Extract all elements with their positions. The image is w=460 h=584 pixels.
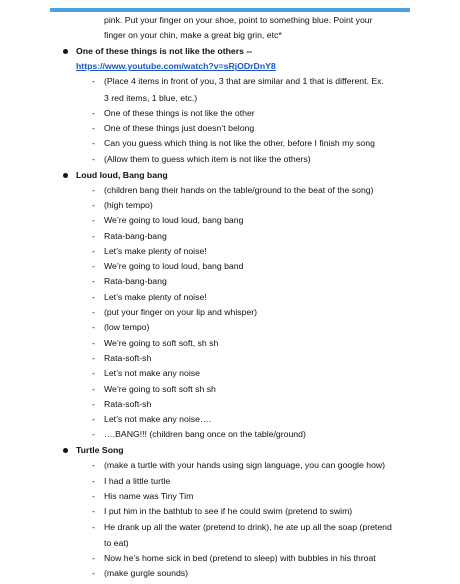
list-dash: -: [92, 368, 95, 379]
list-dash: -: [92, 123, 95, 134]
list-item-line: Let’s make plenty of noise!: [104, 291, 207, 302]
list-dash: -: [92, 199, 95, 210]
list-item-line: We’re going to loud loud, bang bang: [104, 215, 244, 226]
list-item-line: Rata-soft-sh: [104, 398, 152, 409]
list-dash: -: [92, 245, 95, 256]
list-item-line: 3 red items, 1 blue, etc.): [104, 92, 198, 103]
list-item-line: Let’s not make any noise….: [104, 414, 212, 425]
list-dash: -: [92, 322, 95, 333]
list-item-line: We’re going to loud loud, bang band: [104, 261, 244, 272]
list-item-line: Rata-bang-bang: [104, 276, 167, 287]
list-item-line: I put him in the bathtub to see if he could swim (pretend to swim): [104, 506, 353, 517]
list-dash: -: [92, 153, 95, 164]
list-dash: -: [92, 383, 95, 394]
list-item-line: We’re going to soft soft sh sh: [104, 383, 216, 394]
list-dash: -: [92, 475, 95, 486]
list-dash: -: [92, 76, 95, 87]
bullet-dot: [63, 448, 68, 453]
list-dash: -: [92, 291, 95, 302]
list-item-line: (make a turtle with your hands using sign language, you can google how): [104, 460, 386, 471]
list-dash: -: [92, 276, 95, 287]
list-item-line: I had a little turtle: [104, 475, 171, 486]
list-item-line: One of these things just doesn’t belong: [104, 123, 255, 134]
list-item-line: Now he’s home sick in bed (pretend to sleep) with bubbles in his throat: [104, 552, 376, 563]
list-dash: -: [92, 429, 95, 440]
bullet-dot: [63, 49, 68, 54]
list-item-line: Can you guess which thing is not like the other, before I finish my song: [104, 138, 375, 149]
list-dash: -: [92, 138, 95, 149]
list-item-line: We’re going to soft soft, sh sh: [104, 337, 219, 348]
list-dash: -: [92, 414, 95, 425]
list-dash: -: [92, 337, 95, 348]
list-item-line: (high tempo): [104, 199, 153, 210]
list-item-line: He drank up all the water (pretend to drink), he ate up all the soap (pretend: [104, 521, 392, 532]
intro-line: finger on your chin, make a great big grin, etc*: [104, 30, 282, 41]
section-title: One of these things is not like the others --: [76, 46, 253, 57]
list-item-line: His name was Tiny Tim: [104, 490, 194, 501]
top-accent-bar: [50, 8, 410, 12]
list-dash: -: [92, 490, 95, 501]
list-item-line: Let’s not make any noise: [104, 368, 200, 379]
list-dash: -: [92, 552, 95, 563]
list-item-line: (Allow them to guess which item is not like the others): [104, 153, 311, 164]
list-item-line: ….BANG!!! (children bang once on the table/ground): [104, 429, 306, 440]
list-dash: -: [92, 261, 95, 272]
list-item-line: (make gurgle sounds): [104, 568, 189, 579]
list-dash: -: [92, 398, 95, 409]
list-dash: -: [92, 568, 95, 579]
list-item-line: Rata-bang-bang: [104, 230, 167, 241]
list-item-line: (put your finger on your lip and whisper): [104, 307, 258, 317]
list-item-line: (low tempo): [104, 322, 150, 333]
list-dash: -: [92, 184, 95, 195]
list-dash: -: [92, 230, 95, 241]
list-item-line: to eat): [104, 537, 129, 548]
list-item-line: Rata-soft-sh: [104, 352, 152, 363]
list-dash: -: [92, 460, 95, 471]
bullet-dot: [63, 173, 68, 178]
list-dash: -: [92, 307, 95, 317]
section-link[interactable]: https://www.youtube.com/watch?v=sRjODrDnY8: [76, 61, 276, 72]
section-title: Loud loud, Bang bang: [76, 169, 168, 180]
list-item-line: One of these things is not like the other: [104, 107, 255, 118]
list-item-line: (children bang their hands on the table/ground to the beat of the song): [104, 184, 374, 195]
list-dash: -: [92, 506, 95, 517]
list-dash: -: [92, 215, 95, 226]
list-item-line: Let’s make plenty of noise!: [104, 245, 207, 256]
list-dash: -: [92, 107, 95, 118]
list-dash: -: [92, 521, 95, 532]
section-title: Turtle Song: [76, 445, 124, 456]
list-item-line: (Place 4 items in front of you, 3 that are similar and 1 that is different. Ex.: [104, 76, 384, 87]
list-dash: -: [92, 352, 95, 363]
intro-line: pink. Put your finger on your shoe, point to something blue. Point your: [104, 15, 373, 25]
